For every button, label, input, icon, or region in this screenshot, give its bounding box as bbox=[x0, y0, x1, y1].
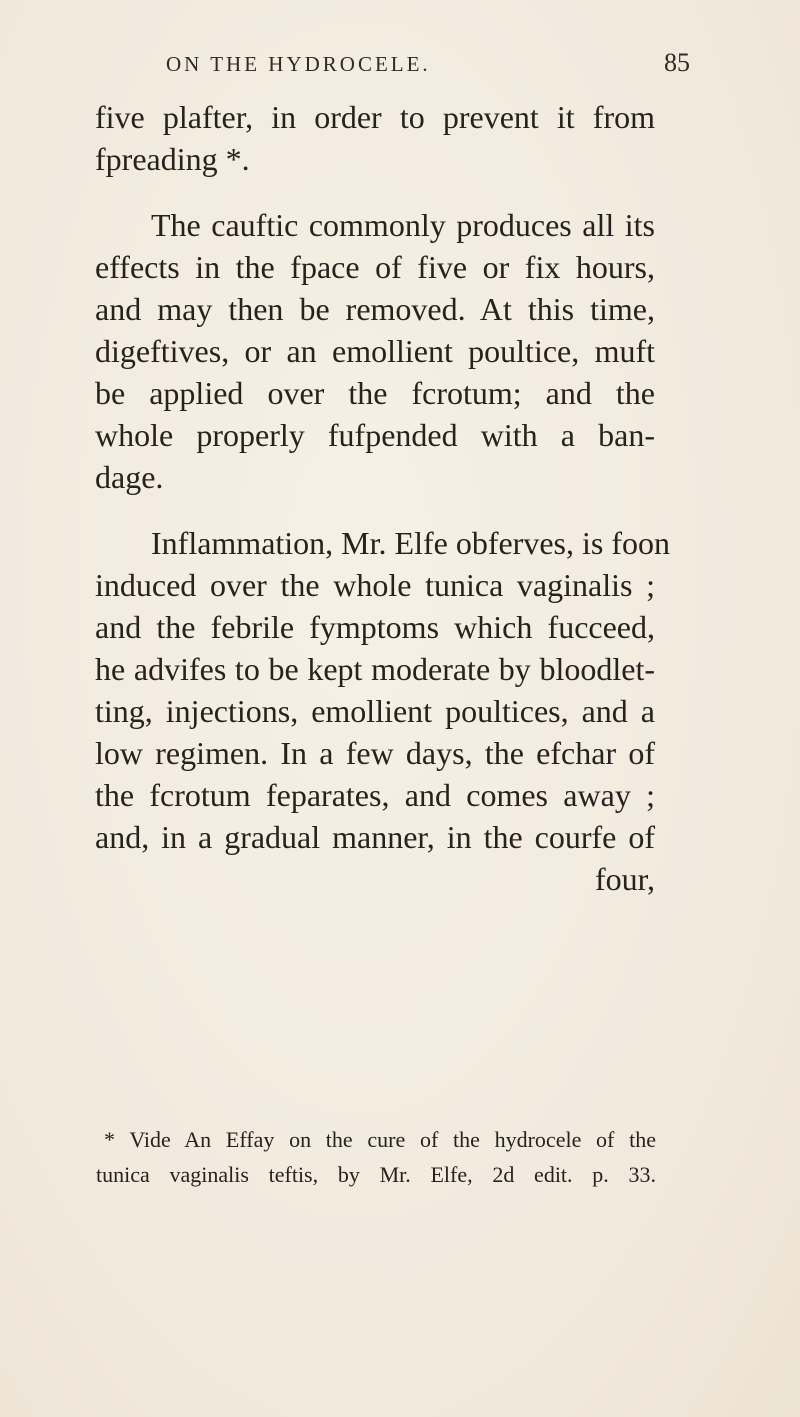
text-line: effects in the fpace of five or fix hours, bbox=[95, 249, 655, 285]
text-line: and may then be removed. At this time, bbox=[95, 291, 655, 327]
text-line: the fcrotum feparates, and comes away ; bbox=[95, 777, 655, 813]
footnote-line: tunica vaginalis teftis, by Mr. Elfe, 2d edit. p. 33. bbox=[96, 1162, 656, 1187]
text-line: five plafter, in order to prevent it from bbox=[95, 99, 655, 135]
body-text bbox=[95, 96, 670, 900]
text-line: he advifes to be kept moderate by bloodlet- bbox=[95, 651, 655, 687]
text-line: The cauftic commonly produces all its bbox=[151, 207, 655, 243]
text-line: whole properly fufpended with a ban- bbox=[95, 417, 655, 453]
page-number: 85 bbox=[664, 48, 690, 77]
text-line: Inflammation, Mr. Elfe obferves, is foon bbox=[151, 525, 670, 561]
text-line: dage. bbox=[95, 459, 164, 495]
text-line: and the febrile fymptoms which fucceed, bbox=[95, 609, 655, 645]
text-line: and, in a gradual manner, in the courfe of bbox=[95, 819, 655, 855]
footnote bbox=[96, 1122, 656, 1192]
catchword: four, bbox=[594, 861, 655, 897]
text-line: low regimen. In a few days, the efchar of bbox=[95, 735, 655, 771]
text-line: ting, injections, emollient poultices, and a bbox=[95, 693, 655, 729]
running-head-title: ON THE HYDROCELE. bbox=[166, 52, 431, 76]
running-head bbox=[96, 46, 696, 86]
text-line: induced over the whole tunica vaginalis ; bbox=[95, 567, 655, 603]
footnote-line: * Vide An Effay on the cure of the hydrocele of the bbox=[104, 1127, 656, 1152]
text-line: fpreading *. bbox=[95, 141, 250, 177]
text-line: be applied over the fcrotum; and the bbox=[95, 375, 655, 411]
text-line: digeftives, or an emollient poultice, muft bbox=[95, 333, 655, 369]
